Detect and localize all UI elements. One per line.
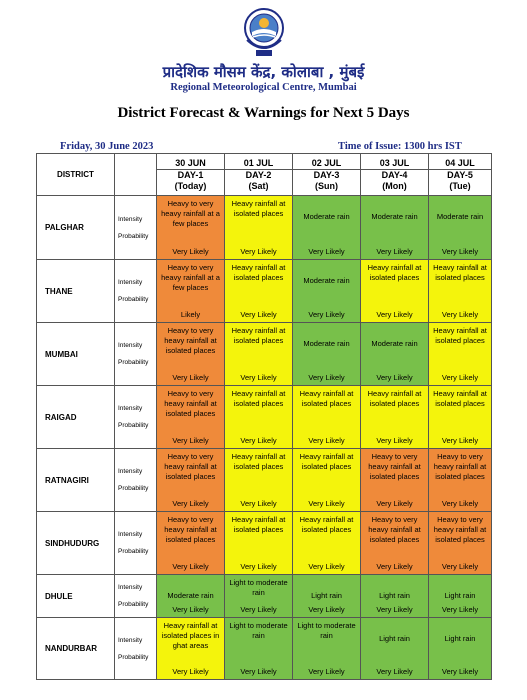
- probability-text: Very Likely: [240, 499, 277, 508]
- probability-text: Very Likely: [308, 667, 345, 676]
- intensity-text: Heavy rainfall at isolated places: [299, 452, 354, 471]
- district-name: NANDURBAR: [37, 618, 115, 680]
- row-labels: [115, 575, 157, 618]
- intensity-label: Intensity: [118, 468, 143, 475]
- day-column-header: [225, 154, 293, 196]
- district-name: RATNAGIRI: [37, 449, 115, 512]
- forecast-cell: [429, 323, 492, 386]
- intensity-text: Heavy rainfall at isolated places: [231, 389, 286, 408]
- intensity-text: Moderate rain: [371, 212, 418, 221]
- forecast-cell: [225, 386, 293, 449]
- intensity-text: Heavy rainfall at isolated places: [231, 515, 286, 534]
- day-header-date: 04 JUL: [429, 158, 491, 170]
- probability-text: Very Likely: [172, 499, 209, 508]
- imd-emblem-icon: [241, 6, 287, 60]
- table-row: [37, 196, 492, 260]
- intensity-text: Heavy rainfall at isolated places: [231, 452, 286, 471]
- intensity-text: Light rain: [311, 591, 342, 600]
- probability-text: Very Likely: [441, 562, 479, 571]
- day-header-day: DAY-3: [313, 169, 340, 180]
- issue-time: Time of Issue: 1300 hrs IST: [338, 141, 462, 152]
- intensity-text: Light rain: [444, 591, 476, 600]
- office-title-english: Regional Meteorological Centre, Mumbai: [170, 82, 357, 93]
- page-title: District Forecast & Warnings for Next 5 Days: [117, 105, 410, 121]
- forecast-cell: [361, 575, 429, 618]
- probability-label: Probability: [118, 232, 149, 240]
- forecast-cell: [293, 618, 361, 680]
- intensity-text: Heavy rainfall at isolated places: [231, 199, 286, 218]
- probability-text: Very Likely: [376, 310, 413, 319]
- forecast-cell: [429, 386, 492, 449]
- intensity-text: Heavy to very heavy rainfall at isolated places: [368, 515, 421, 544]
- forecast-cell: [225, 323, 293, 386]
- probability-text: Very Likely: [240, 310, 277, 319]
- intensity-text: Moderate rain: [303, 339, 350, 348]
- intensity-label: Intensity: [118, 342, 143, 349]
- probability-text: Very Likely: [376, 247, 413, 256]
- forecast-cell: [157, 575, 225, 618]
- table-row: [37, 386, 492, 449]
- probability-text: Very Likely: [172, 373, 209, 382]
- table-row: [37, 575, 492, 618]
- intensity-label: Intensity: [118, 584, 143, 591]
- intensity-text: Heavy to very heavy rainfall at a few places: [161, 263, 220, 292]
- day-header-date: 30 JUN: [157, 158, 224, 170]
- issue-date: Friday, 30 June 2023: [60, 141, 154, 152]
- intensity-text: Light rain: [379, 591, 410, 600]
- probability-text: Very Likely: [441, 667, 479, 676]
- probability-text: Very Likely: [376, 667, 413, 676]
- forecast-cell: [293, 575, 361, 618]
- district-name: PALGHAR: [37, 196, 115, 260]
- intensity-text: Heavy to very heavy rainfall at isolated places: [164, 389, 217, 418]
- probability-text: Very Likely: [376, 499, 413, 508]
- table-row: [37, 323, 492, 386]
- forecast-cell: [157, 618, 225, 680]
- day-header-day: DAY-2: [245, 169, 272, 180]
- intensity-text: Heavy rainfall at isolated places: [231, 263, 286, 282]
- day-column-header: [293, 154, 361, 196]
- probability-text: Very Likely: [172, 605, 209, 614]
- forecast-cell: [361, 449, 429, 512]
- probability-text: Very Likely: [172, 562, 209, 571]
- intensity-text: Heavy rainfall at isolated places: [367, 389, 422, 408]
- probability-text: Very Likely: [376, 373, 413, 382]
- intensity-text: Moderate rain: [167, 591, 214, 600]
- probability-text: Very Likely: [308, 562, 345, 571]
- probability-text: Very Likely: [172, 667, 209, 676]
- forecast-table: [36, 153, 492, 680]
- probability-text: Very Likely: [376, 436, 413, 445]
- intensity-label: Intensity: [118, 215, 143, 223]
- forecast-cell: [361, 512, 429, 575]
- forecast-cell: [225, 260, 293, 323]
- row-labels: [115, 618, 157, 680]
- probability-text: Very Likely: [240, 667, 277, 676]
- probability-text: Very Likely: [441, 247, 479, 256]
- intensity-text: Moderate rain: [371, 339, 418, 348]
- district-name: DHULE: [37, 575, 115, 618]
- probability-label: Probability: [118, 296, 149, 303]
- probability-text: Very Likely: [308, 247, 345, 256]
- probability-text: Very Likely: [441, 310, 479, 319]
- probability-text: Very Likely: [172, 247, 209, 256]
- probability-text: Very Likely: [308, 605, 345, 614]
- intensity-text: Heavy rainfall at isolated places: [231, 326, 286, 345]
- intensity-text: Moderate rain: [436, 212, 484, 221]
- table-row: [37, 618, 492, 680]
- row-labels: [115, 260, 157, 323]
- probability-text: Very Likely: [441, 605, 479, 614]
- forecast-cell: [361, 618, 429, 680]
- forecast-cell: [225, 512, 293, 575]
- forecast-cell: [429, 575, 492, 618]
- forecast-cell: [157, 323, 225, 386]
- probability-text: Very Likely: [441, 373, 479, 382]
- intensity-text: Heavy to very heavy rainfall at isolated places: [164, 452, 217, 481]
- district-name: THANE: [37, 260, 115, 323]
- forecast-cell: [361, 196, 429, 260]
- probability-text: Very Likely: [240, 373, 277, 382]
- forecast-cell: [293, 323, 361, 386]
- probability-label: Probability: [118, 548, 149, 555]
- intensity-text: Light to moderate rain: [229, 621, 288, 640]
- forecast-cell: [429, 449, 492, 512]
- probability-text: Very Likely: [240, 247, 277, 256]
- forecast-cell: [157, 512, 225, 575]
- intensity-text: Moderate rain: [303, 212, 350, 221]
- intensity-text: Light rain: [379, 634, 410, 643]
- probability-text: Very Likely: [308, 436, 345, 445]
- row-labels: [115, 323, 157, 386]
- office-title-hindi: प्रादेशिक मौसम केंद्र, कोलाबा , मुंबई: [162, 63, 365, 81]
- intensity-label: Intensity: [118, 531, 143, 538]
- forecast-cell: [225, 196, 293, 260]
- intensity-text: Light to moderate rain: [297, 621, 356, 640]
- probability-text: Very Likely: [308, 310, 345, 319]
- intensity-text: Heavy to very heavy rainfall at isolated places: [368, 452, 421, 481]
- table-row: [37, 512, 492, 575]
- intensity-text: Heavy to very heavy rainfall at isolated places: [164, 326, 217, 355]
- intensity-label: Intensity: [118, 405, 143, 412]
- district-name: SINDHUDURG: [37, 512, 115, 575]
- day-header-date: 02 JUL: [293, 158, 360, 170]
- intensity-text: Moderate rain: [303, 276, 350, 285]
- probability-label: Probability: [118, 422, 149, 429]
- forecast-cell: [157, 260, 225, 323]
- probability-label: Probability: [118, 653, 149, 661]
- district-name: RAIGAD: [37, 386, 115, 449]
- intensity-text: Light rain: [444, 634, 476, 643]
- probability-label: Probability: [118, 601, 149, 608]
- forecast-cell: [225, 449, 293, 512]
- probability-text: Very Likely: [441, 436, 479, 445]
- forecast-cell: [429, 196, 492, 260]
- forecast-cell: [293, 449, 361, 512]
- intensity-label: Intensity: [118, 636, 143, 644]
- forecast-cell: [361, 386, 429, 449]
- probability-text: Very Likely: [308, 499, 345, 508]
- intensity-text: Heavy rainfall at isolated places: [299, 515, 354, 534]
- probability-label: Probability: [118, 359, 149, 366]
- row-labels: [115, 449, 157, 512]
- day-column-header: [429, 154, 492, 196]
- row-labels: [115, 196, 157, 260]
- day-header-name: (Sun): [315, 180, 338, 191]
- probability-text: Very Likely: [376, 562, 413, 571]
- intensity-text: Heavy to very heavy rainfall at a few places: [161, 199, 220, 228]
- district-name: MUMBAI: [37, 323, 115, 386]
- forecast-cell: [293, 386, 361, 449]
- header-row: [37, 154, 492, 196]
- probability-text: Very Likely: [240, 436, 277, 445]
- forecast-cell: [293, 260, 361, 323]
- probability-label: Probability: [118, 485, 149, 492]
- forecast-cell: [429, 618, 492, 680]
- probability-text: Very Likely: [240, 605, 277, 614]
- intensity-text: Heavy rainfall at isolated places: [367, 263, 422, 282]
- day-header-name: (Mon): [382, 180, 407, 191]
- row-labels: [115, 386, 157, 449]
- day-header-day: DAY-4: [381, 169, 408, 180]
- intensity-label: Intensity: [118, 279, 143, 286]
- intensity-text: Heavy rainfall at isolated places in ghat areas: [161, 621, 220, 650]
- intensity-text: Heavy rainfall at isolated places: [299, 389, 354, 408]
- district-column-header: DISTRICT: [37, 154, 115, 196]
- probability-text: Very Likely: [308, 373, 345, 382]
- day-header-date: 01 JUL: [225, 158, 292, 170]
- intensity-text: Heavy rainfall at isolated places: [433, 326, 487, 345]
- day-header-date: 03 JUL: [361, 158, 428, 170]
- probability-text: Very Likely: [441, 499, 479, 508]
- forecast-cell: [293, 512, 361, 575]
- table-row: [37, 449, 492, 512]
- probability-text: Very Likely: [376, 605, 413, 614]
- forecast-cell: [429, 260, 492, 323]
- day-header-day: DAY-1: [177, 169, 204, 180]
- day-column-header: [361, 154, 429, 196]
- probability-text: Very Likely: [240, 562, 277, 571]
- intensity-text: Heavy to very heavy rainfall at isolated places: [433, 515, 487, 544]
- forecast-cell: [157, 449, 225, 512]
- day-header-name: (Tue): [449, 180, 471, 191]
- row-labels: [115, 512, 157, 575]
- forecast-cell: [361, 260, 429, 323]
- forecast-cell: [157, 386, 225, 449]
- day-header-name: (Today): [174, 180, 207, 191]
- day-column-header: [157, 154, 225, 196]
- intensity-text: Heavy to very heavy rainfall at isolated places: [164, 515, 217, 544]
- intensity-text: Heavy rainfall at isolated places: [433, 389, 487, 408]
- label-column-header: [115, 154, 157, 196]
- intensity-text: Heavy to very heavy rainfall at isolated places: [433, 452, 487, 481]
- probability-text: Very Likely: [172, 436, 209, 445]
- day-header-name: (Sat): [248, 180, 269, 191]
- forecast-cell: [293, 196, 361, 260]
- probability-text: Likely: [180, 310, 201, 319]
- table-row: [37, 260, 492, 323]
- forecast-cell: [225, 575, 293, 618]
- forecast-cell: [157, 196, 225, 260]
- forecast-cell: [361, 323, 429, 386]
- intensity-text: Heavy rainfall at isolated places: [433, 263, 487, 282]
- forecast-cell: [225, 618, 293, 680]
- day-header-day: DAY-5: [447, 169, 473, 180]
- forecast-cell: [429, 512, 492, 575]
- intensity-text: Light to moderate rain: [229, 578, 288, 597]
